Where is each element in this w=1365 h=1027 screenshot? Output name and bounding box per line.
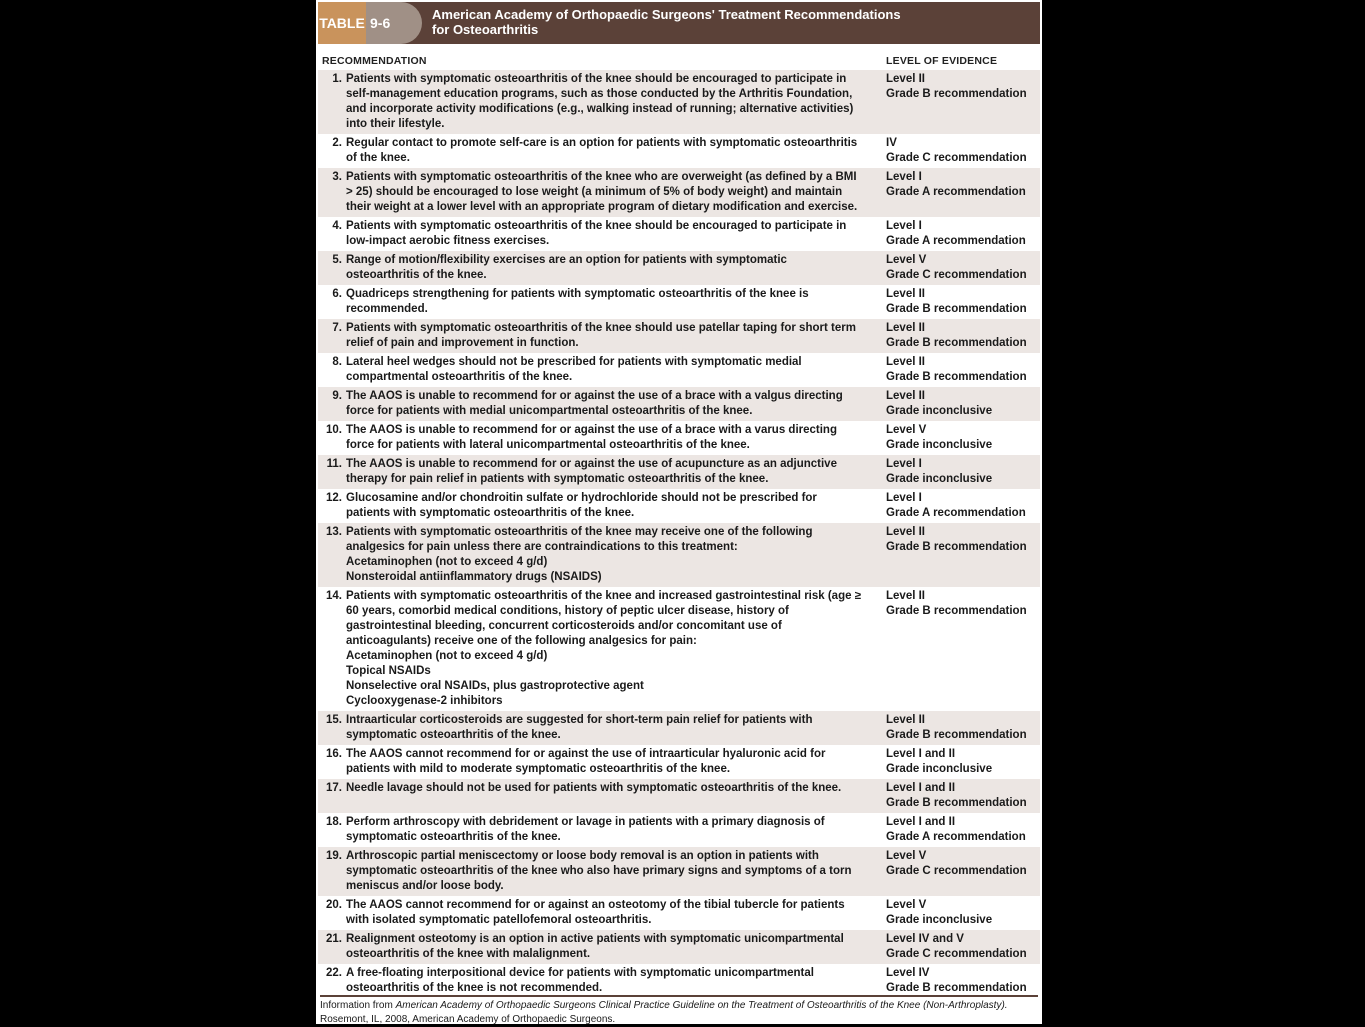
- recommendation-line: Topical NSAIDs: [346, 665, 431, 677]
- recommendation-line: Patients with symptomatic osteoarthritis of the knee who are overweight (as defined by a BMI > 25) should be encouraged to lose weight (a minimum of 5% of body weight) and maintain their weight at a lower level with an appropriate program of dietary modification and exercise.: [346, 171, 858, 213]
- table-row: [318, 587, 1040, 711]
- evidence-level: [862, 389, 1046, 419]
- evidence-level: [862, 849, 1046, 894]
- recommendation-text: [342, 355, 862, 385]
- evidence-grade-text: Grade C recommendation: [886, 152, 1027, 164]
- recommendation-text: [342, 389, 862, 419]
- evidence-grade-text: Grade A recommendation: [886, 235, 1026, 247]
- table-number: 9-6: [366, 2, 422, 44]
- evidence-grade-text: Grade B recommendation: [886, 982, 1027, 994]
- evidence-level-text: Level IV: [886, 967, 930, 979]
- table-tag: TABLE: [318, 2, 366, 44]
- recommendation-text: [342, 219, 862, 249]
- table-row: [318, 711, 1040, 745]
- table-page: [316, 0, 1042, 1024]
- recommendation-text: [342, 525, 862, 585]
- footnote-source-title: American Academy of Orthopaedic Surgeons Clinical Practice Guideline on the Treatment of Osteoarthritis of the Knee (Non-Arthroplasty).: [395, 1000, 1008, 1011]
- evidence-level-text: Level V: [886, 254, 927, 266]
- table-row: [318, 217, 1040, 251]
- evidence-level-text: Level I: [886, 220, 922, 232]
- evidence-level-text: Level I: [886, 171, 922, 183]
- evidence-grade-text: Grade B recommendation: [886, 88, 1027, 100]
- table-footnote: [320, 995, 1038, 1027]
- table-row: [318, 168, 1040, 217]
- evidence-level: [862, 170, 1046, 215]
- table-row: [318, 489, 1040, 523]
- recommendation-text: [342, 253, 862, 283]
- row-number: 20.: [326, 899, 342, 911]
- table-row: [318, 896, 1040, 930]
- evidence-level: [862, 781, 1046, 811]
- evidence-level: [862, 525, 1046, 585]
- row-number: 11.: [326, 458, 342, 470]
- evidence-grade-text: Grade inconclusive: [886, 473, 993, 485]
- recommendation-text: [342, 589, 862, 709]
- evidence-level-text: IV: [886, 137, 897, 149]
- evidence-level-text: Level II: [886, 356, 925, 368]
- evidence-level-text: Level I: [886, 458, 922, 470]
- evidence-level-text: Level I and II: [886, 816, 956, 828]
- table-row: [318, 353, 1040, 387]
- row-number: 17.: [326, 782, 342, 794]
- recommendation-text: [342, 713, 862, 743]
- recommendation-text: [342, 747, 862, 777]
- evidence-grade-text: Grade inconclusive: [886, 914, 993, 926]
- evidence-level-text: Level IV and V: [886, 933, 964, 945]
- recommendation-line: Regular contact to promote self-care is an option for patients with symptomatic osteoarthritis of the knee.: [346, 137, 858, 164]
- table-row: [318, 134, 1040, 168]
- evidence-level-text: Level I: [886, 492, 922, 504]
- footnote-prefix: Information from: [320, 1000, 396, 1011]
- footnote-suffix: Rosemont, IL, 2008, American Academy of Orthopaedic Surgeons.: [320, 1014, 616, 1025]
- evidence-level-text: Level II: [886, 590, 925, 602]
- evidence-level-text: Level I and II: [886, 748, 956, 760]
- table-header: [318, 2, 1040, 44]
- evidence-grade-text: Grade B recommendation: [886, 303, 1027, 315]
- evidence-level-text: Level I and II: [886, 782, 956, 794]
- table-row: [318, 847, 1040, 896]
- evidence-level-text: Level V: [886, 850, 927, 862]
- column-header-level: LEVEL OF EVIDENCE: [886, 55, 998, 67]
- row-number: 16.: [326, 748, 342, 760]
- recommendation-line: Arthroscopic partial meniscectomy or loose body removal is an option in patients with symptomatic osteoarthritis of the knee who also have primary signs and symptoms of a torn meniscus and/or loose body.: [346, 850, 852, 892]
- title-line-1: American Academy of Orthopaedic Surgeons' Treatment Recommendations: [432, 7, 901, 22]
- row-number: 13.: [326, 526, 342, 538]
- evidence-grade-text: Grade inconclusive: [886, 405, 993, 417]
- evidence-level-text: Level II: [886, 288, 925, 300]
- recommendation-line: Acetaminophen (not to exceed 4 g/d): [346, 556, 548, 568]
- table-row: [318, 421, 1040, 455]
- evidence-level: [862, 253, 1046, 283]
- evidence-level: [862, 355, 1046, 385]
- recommendation-text: [342, 898, 862, 928]
- evidence-level: [862, 898, 1046, 928]
- table-row: [318, 387, 1040, 421]
- evidence-grade-text: Grade inconclusive: [886, 763, 993, 775]
- recommendation-text: [342, 321, 862, 351]
- evidence-grade-text: Grade B recommendation: [886, 371, 1027, 383]
- table-row: [318, 779, 1040, 813]
- evidence-level: [862, 423, 1046, 453]
- recommendation-text: [342, 72, 862, 132]
- row-number: 4.: [332, 220, 342, 232]
- evidence-level: [862, 966, 1046, 996]
- title-line-2: for Osteoarthritis: [432, 22, 539, 37]
- evidence-level-text: Level V: [886, 899, 927, 911]
- recommendation-text: [342, 170, 862, 215]
- recommendation-text: [342, 966, 862, 996]
- recommendation-line: A free-floating interpositional device for patients with symptomatic unicompartmental osteoarthritis of the knee is not recommended.: [346, 967, 814, 994]
- recommendation-line: Acetaminophen (not to exceed 4 g/d): [346, 650, 548, 662]
- recommendation-line: Perform arthroscopy with debridement or lavage in patients with a primary diagnosis of symptomatic osteoarthritis of the knee.: [346, 816, 825, 843]
- row-number: 22.: [326, 967, 342, 979]
- evidence-level-text: Level II: [886, 714, 925, 726]
- recommendation-line: Nonselective oral NSAIDs, plus gastroprotective agent: [346, 680, 644, 692]
- table-row: [318, 745, 1040, 779]
- row-number: 5.: [332, 254, 342, 266]
- recommendation-line: The AAOS is unable to recommend for or against the use of acupuncture as an adjunctive therapy for pain relief in patients with symptomatic osteoarthritis of the knee.: [346, 458, 837, 485]
- table-row: [318, 455, 1040, 489]
- row-number: 9.: [332, 390, 342, 402]
- recommendation-line: Patients with symptomatic osteoarthritis of the knee should use patellar taping for short term relief of pain and improvement in function.: [346, 322, 856, 349]
- table-row: [318, 285, 1040, 319]
- recommendation-line: Patients with symptomatic osteoarthritis of the knee and increased gastrointestinal risk (age ≥ 60 years, comorbid medical conditions, history of peptic ulcer disease, history of gastrointestinal bleeding, concurrent corticosteroids and/or concomitant use of anticoagulants) receive one of the following analgesics for pain:: [346, 590, 862, 647]
- evidence-level: [862, 491, 1046, 521]
- row-number: 12.: [326, 492, 342, 504]
- evidence-grade-text: Grade C recommendation: [886, 269, 1027, 281]
- evidence-level: [862, 457, 1046, 487]
- recommendation-text: [342, 457, 862, 487]
- recommendation-line: Patients with symptomatic osteoarthritis of the knee should be encouraged to participate in self-management education programs, such as those conducted by the Arthritis Foundation, and incorporate activity modifications (e.g., walking instead of running; alternative activities) into their lifestyle.: [346, 73, 854, 130]
- row-number: 21.: [326, 933, 342, 945]
- recommendation-line: Nonsteroidal antiinflammatory drugs (NSAIDS): [346, 571, 602, 583]
- recommendation-text: [342, 287, 862, 317]
- table-row: [318, 251, 1040, 285]
- evidence-level: [862, 713, 1046, 743]
- row-number: 18.: [326, 816, 342, 828]
- table-row: [318, 813, 1040, 847]
- evidence-level: [862, 321, 1046, 351]
- recommendation-line: The AAOS is unable to recommend for or against the use of a brace with a valgus directing force for patients with medial unicompartmental osteoarthritis of the knee.: [346, 390, 843, 417]
- recommendation-line: Cyclooxygenase-2 inhibitors: [346, 695, 503, 707]
- evidence-grade-text: Grade B recommendation: [886, 797, 1027, 809]
- recommendation-text: [342, 136, 862, 166]
- recommendation-line: Quadriceps strengthening for patients with symptomatic osteoarthritis of the knee is recommended.: [346, 288, 809, 315]
- recommendation-line: The AAOS cannot recommend for or against the use of intraarticular hyaluronic acid for patients with mild to moderate symptomatic osteoarthritis of the knee.: [346, 748, 826, 775]
- table-row: [318, 523, 1040, 587]
- recommendations-table: [318, 70, 1040, 998]
- recommendation-line: Range of motion/flexibility exercises are an option for patients with symptomatic osteoarthritis of the knee.: [346, 254, 787, 281]
- evidence-level: [862, 747, 1046, 777]
- evidence-grade-text: Grade inconclusive: [886, 439, 993, 451]
- evidence-level: [862, 72, 1046, 132]
- table-row: [318, 319, 1040, 353]
- evidence-grade-text: Grade A recommendation: [886, 831, 1026, 843]
- recommendation-line: Intraarticular corticosteroids are suggested for short-term pain relief for patients with symptomatic osteoarthritis of the knee.: [346, 714, 813, 741]
- evidence-grade-text: Grade C recommendation: [886, 948, 1027, 960]
- evidence-level-text: Level V: [886, 424, 927, 436]
- row-number: 7.: [332, 322, 342, 334]
- recommendation-line: Glucosamine and/or chondroitin sulfate or hydrochloride should not be prescribed for patients with symptomatic osteoarthritis of the knee.: [346, 492, 817, 519]
- row-number: 14.: [326, 590, 342, 602]
- recommendation-line: Needle lavage should not be used for patients with symptomatic osteoarthritis of the knee.: [346, 782, 842, 794]
- recommendation-text: [342, 491, 862, 521]
- table-row: [318, 70, 1040, 134]
- evidence-level-text: Level II: [886, 390, 925, 402]
- evidence-grade-text: Grade B recommendation: [886, 541, 1027, 553]
- recommendation-line: Lateral heel wedges should not be prescribed for patients with symptomatic medial compartmental osteoarthritis of the knee.: [346, 356, 802, 383]
- column-header-recommendation: RECOMMENDATION: [322, 55, 427, 67]
- evidence-level: [862, 815, 1046, 845]
- recommendation-line: Patients with symptomatic osteoarthritis of the knee may receive one of the following analgesics for pain unless there are contraindications to this treatment:: [346, 526, 813, 553]
- recommendation-line: Realignment osteotomy is an option in active patients with symptomatic unicompartmental osteoarthritis of the knee with malalignment.: [346, 933, 844, 960]
- evidence-level-text: Level II: [886, 526, 925, 538]
- row-number: 8.: [332, 356, 342, 368]
- recommendation-text: [342, 781, 862, 811]
- evidence-level-text: Level II: [886, 73, 925, 85]
- table-row: [318, 964, 1040, 998]
- recommendation-text: [342, 423, 862, 453]
- table-row: [318, 930, 1040, 964]
- recommendation-text: [342, 849, 862, 894]
- recommendation-line: The AAOS is unable to recommend for or against the use of a brace with a varus directing force for patients with lateral unicompartmental osteoarthritis of the knee.: [346, 424, 837, 451]
- evidence-grade-text: Grade A recommendation: [886, 507, 1026, 519]
- row-number: 3.: [332, 171, 342, 183]
- evidence-level-text: Level II: [886, 322, 925, 334]
- evidence-level: [862, 932, 1046, 962]
- evidence-grade-text: Grade B recommendation: [886, 605, 1027, 617]
- table-title: [432, 7, 992, 37]
- evidence-grade-text: Grade B recommendation: [886, 337, 1027, 349]
- recommendation-text: [342, 815, 862, 845]
- evidence-grade-text: Grade C recommendation: [886, 865, 1027, 877]
- row-number: 1.: [332, 73, 342, 85]
- recommendation-line: The AAOS cannot recommend for or against an osteotomy of the tibial tubercle for patients with isolated symptomatic patellofemoral osteoarthritis.: [346, 899, 845, 926]
- evidence-grade-text: Grade A recommendation: [886, 186, 1026, 198]
- evidence-grade-text: Grade B recommendation: [886, 729, 1027, 741]
- row-number: 19.: [326, 850, 342, 862]
- recommendation-text: [342, 932, 862, 962]
- evidence-level: [862, 589, 1046, 709]
- row-number: 6.: [332, 288, 342, 300]
- recommendation-line: Patients with symptomatic osteoarthritis of the knee should be encouraged to participate in low-impact aerobic fitness exercises.: [346, 220, 847, 247]
- row-number: 15.: [326, 714, 342, 726]
- row-number: 2.: [332, 137, 342, 149]
- evidence-level: [862, 219, 1046, 249]
- evidence-level: [862, 287, 1046, 317]
- row-number: 10.: [326, 424, 342, 436]
- evidence-level: [862, 136, 1046, 166]
